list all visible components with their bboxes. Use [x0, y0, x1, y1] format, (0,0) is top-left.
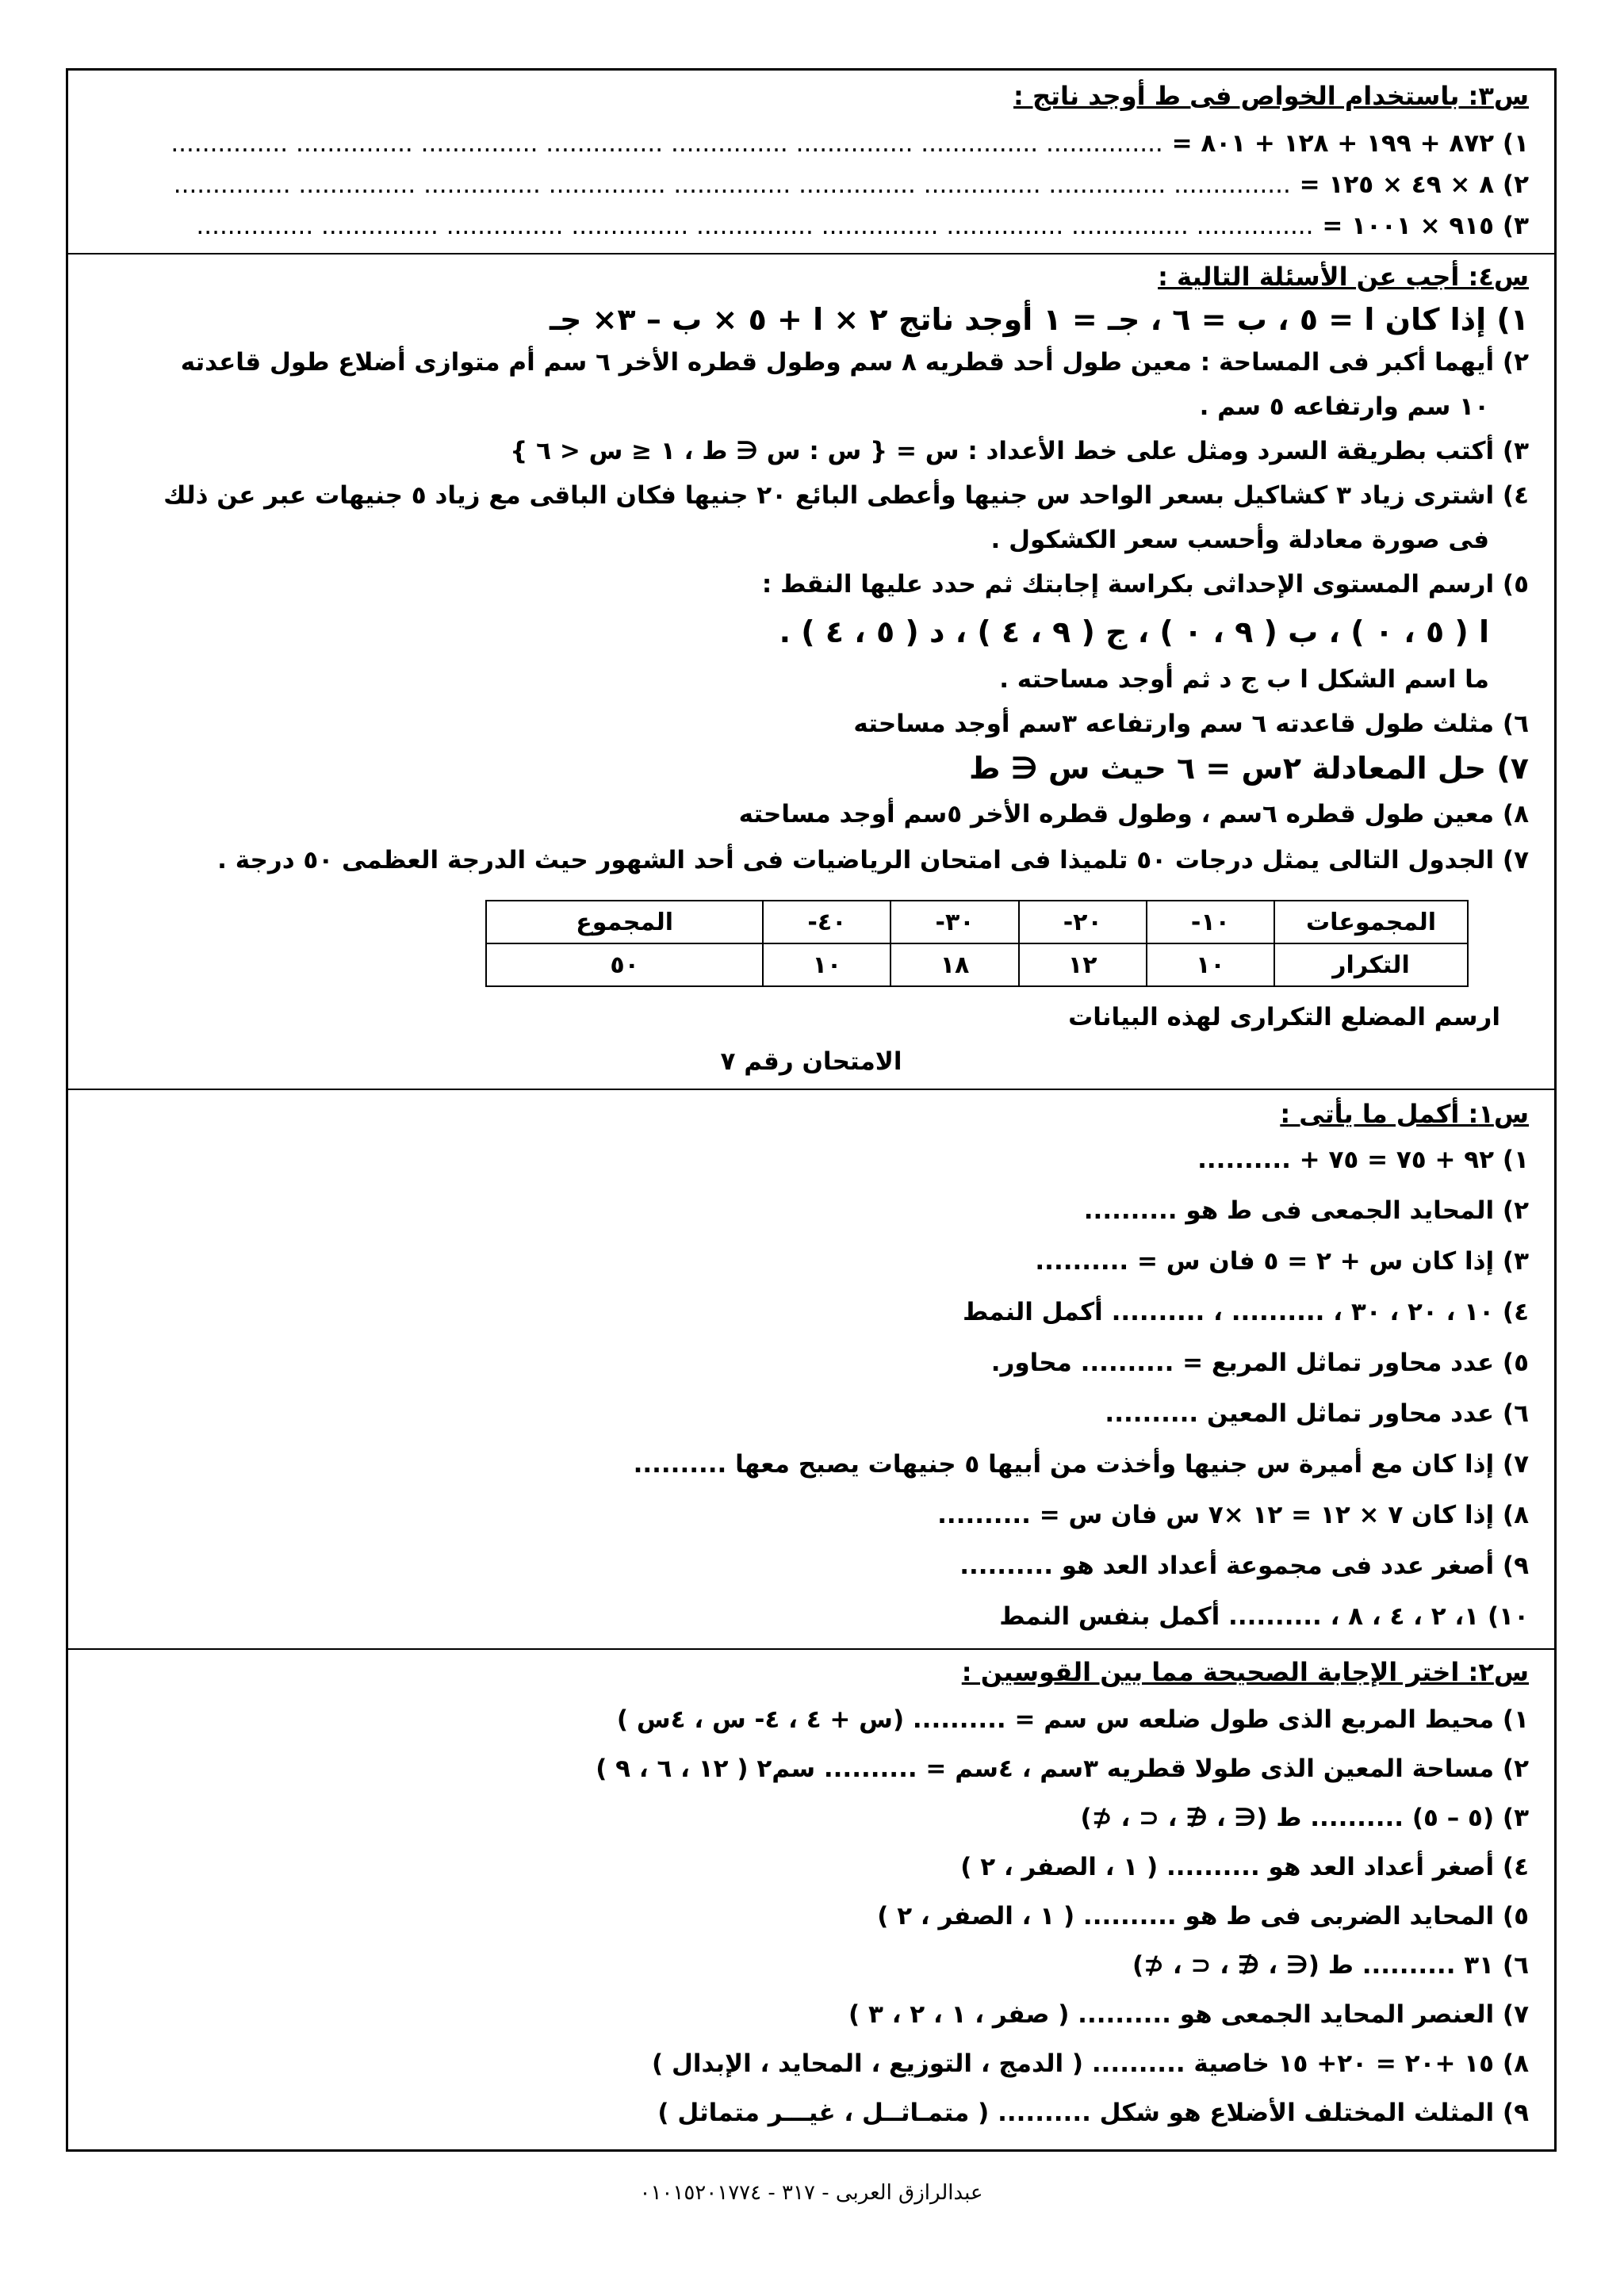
q3-item-2: ٢) ٨ × ٤٩ × ١٢٥ = ............... ............... ............... ............... ............... ............... ............... ............... ...............	[173, 170, 1529, 199]
q2-title: س٢: اختر الإجابة الصحيحة مما بين القوسين :	[961, 1657, 1529, 1687]
page-footer: عبدالرازق العربى - ٣١٧ - ٠١٠١٥٢٠١٧٧٤	[639, 2181, 983, 2205]
q1-item-9: ٩) أصغر عدد فى مجموعة أعداد العد هو ..........	[959, 1552, 1529, 1580]
q2-item-4: ٤) أصغر أعداد العد هو .......... ( ١ ، الصفر ، ٢ )	[960, 1853, 1529, 1881]
q3-item-1: ١) ٨٧٢ + ١٩٩ + ١٢٨ + ٨٠١ = ............... ............... ............... ............... ............... ............... ............... ...............	[170, 129, 1529, 158]
table-cell: المجموع	[486, 901, 763, 943]
q4-item-5-shape: ما اسم الشكل ا ب ج د ثم أوجد مساحته .	[999, 665, 1489, 694]
table-row	[486, 943, 1468, 986]
q1-item-2: ٢) المحايد الجمعى فى ط هو ..........	[1083, 1196, 1529, 1225]
q2-item-8: ٨) ١٥ +٢٠ = ٢٠+ ١٥ خاصية .......... ( الدمج ، التوزيع ، المحايد ، الإبدال )	[651, 2049, 1529, 2078]
table-cell: التكرار	[1274, 943, 1468, 986]
exam-page	[66, 68, 1557, 2205]
q2-item-6: ٦) ٣١ .......... ط (∈ ، ∉ ، ⊂ ، ⊄)	[1132, 1951, 1529, 1980]
table-cell: ٤٠-	[763, 901, 891, 943]
divider	[68, 1089, 1554, 1090]
q1-item-8: ٨) إذا كان ٧ × ١٢ = ١٢ ×٧ س فان س = ..........	[937, 1501, 1529, 1529]
table-cell: المجموعات	[1274, 901, 1468, 943]
q4-item-6: ٦) مثلث طول قاعدته ٦ سم وارتفاعه ٣سم أوجد مساحته	[853, 710, 1529, 738]
q4-item-4-cont: فى صورة معادلة وأحسب سعر الكشكول .	[990, 526, 1489, 554]
q1-item-3: ٣) إذا كان س + ٢ = ٥ فان س = ..........	[1035, 1247, 1529, 1276]
q4-item-2-cont: ١٠ سم وارتفاعه ٥ سم .	[1199, 392, 1489, 421]
q1-item-5: ٥) عدد محاور تماثل المربع = .......... محاور.	[990, 1349, 1529, 1377]
q4-title: س٤: أجب عن الأسئلة التالية :	[1158, 262, 1529, 292]
q4-after-table: ارسم المضلع التكرارى لهذه البيانات	[1068, 1003, 1500, 1031]
exam-label: الامتحان رقم ٧	[720, 1047, 902, 1076]
q2-item-9: ٩) المثلث المختلف الأضلاع هو شكل .......... ( متمـاثــل ، غيـــر متماثل )	[657, 2099, 1529, 2127]
table-cell: ٣٠-	[891, 901, 1018, 943]
q1-item-6: ٦) عدد محاور تماثل المعين ..........	[1105, 1399, 1529, 1428]
q1-item-4: ٤) ١٠ ، ٢٠ ، ٣٠ ، .......... ، .......... أكمل النمط	[962, 1298, 1529, 1326]
q4-item-9: ٧) الجدول التالى يمثل درجات ٥٠ تلميذا فى امتحان الرياضيات فى أحد الشهور حيث الدرجة العظمى ٥٠ درجة .	[217, 846, 1529, 874]
divider	[68, 253, 1554, 254]
q2-item-5: ٥) المحايد الضربى فى ط هو .......... ( ١ ، الصفر ، ٢ )	[877, 1902, 1529, 1931]
table-cell: ٥٠	[486, 943, 763, 986]
q3-title: س٣: باستخدام الخواص فى ط أوجد ناتج :	[1013, 81, 1529, 111]
divider	[68, 1648, 1554, 1650]
q4-item-5: ٥) ارسم المستوى الإحداثى بكراسة إجابتك ثم حدد عليها النقط :	[761, 570, 1529, 599]
q2-item-7: ٧) العنصر المحايد الجمعى هو .......... ( صفر ، ١ ، ٢ ، ٣ )	[848, 2000, 1529, 2029]
q4-item-1: ١) إذا كان ا = ٥ ، ب = ٦ ، جـ = ١ أوجد ناتج ٢ × ا + ٥ × ب – ٣× جـ	[549, 302, 1529, 337]
q2-item-3: ٣) (٥ – ٥) .......... ط (∈ ، ∉ ، ⊂ ، ⊄)	[1080, 1804, 1529, 1832]
table-header-row	[486, 901, 1468, 943]
q3-item-3: ٣) ٩١٥ × ١٠٠١ = ............... ............... ............... ............... ............... ............... ............... ............... ...............	[196, 212, 1529, 240]
q2-item-2: ٢) مساحة المعين الذى طولا قطريه ٣سم ، ٤سم = .......... سم٢ ( ١٢ ، ٦ ، ٩ )	[596, 1755, 1529, 1783]
q1-item-7: ٧) إذا كان مع أميرة س جنيها وأخذت من أبيها ٥ جنيهات يصبح معها ..........	[633, 1450, 1529, 1479]
table-cell: ١٠	[763, 943, 891, 986]
table-cell: ١٢	[1019, 943, 1147, 986]
frequency-table	[485, 900, 1469, 987]
q4-item-7: ٧) حل المعادلة ٢س = ٦ حيث س ∈ ط	[968, 751, 1529, 786]
q4-item-2: ٢) أيهما أكبر فى المساحة : معين طول أحد قطريه ٨ سم وطول قطره الأخر ٦ سم أم متوازى أضلاع طول قاعدته	[180, 348, 1529, 377]
table-cell: ١٠-	[1147, 901, 1274, 943]
q1-item-1: ١) ٩٢ + ٧٥ = ٧٥ + ..........	[1197, 1146, 1529, 1174]
q1-title: س١: أكمل ما يأتى :	[1280, 1099, 1529, 1129]
q2-item-1: ١) محيط المربع الذى طول ضلعه س سم = .......... (س + ٤ ، ٤- س ، ٤س )	[616, 1705, 1529, 1734]
table-cell: ١٠	[1147, 943, 1274, 986]
q4-item-8: ٨) معين طول قطره ٦سم ، وطول قطره الأخر ٥سم أوجد مساحته	[738, 800, 1529, 828]
q4-item-4: ٤) اشترى زياد ٣ كشاكيل بسعر الواحد س جنيها وأعطى البائع ٢٠ جنيها فكان الباقى مع زياد ٥ جنيهات عبر عن ذلك	[163, 481, 1529, 510]
q4-item-3: ٣) أكتب بطريقة السرد ومثل على خط الأعداد : س = { س : س ∈ ط ، ١ ≤ س < ٦ }	[510, 437, 1529, 465]
table-cell: ١٨	[891, 943, 1018, 986]
q4-item-5-points: ا ( ٥ ، ٠ ) ، ب ( ٩ ، ٠ ) ، ج ( ٩ ، ٤ ) ، د ( ٥ ، ٤ ) .	[779, 614, 1489, 649]
table-cell: ٢٠-	[1019, 901, 1147, 943]
q1-item-10: ١٠) ١، ٢ ، ٤ ، ٨ ، .......... أكمل بنفس النمط	[999, 1602, 1529, 1631]
